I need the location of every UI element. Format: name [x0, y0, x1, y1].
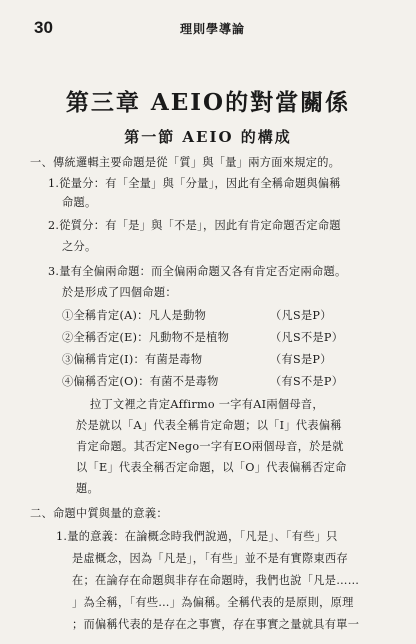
- page-header: [0, 18, 416, 40]
- proposition-a-form: （凡S是P）: [270, 309, 332, 322]
- proposition-o-form: （有S不是P）: [270, 375, 344, 388]
- proposition-e: ②全稱否定(E)：凡動物不是植物: [62, 331, 230, 344]
- proposition-i: ③偏稱肯定(I)：有菌是毒物: [62, 353, 203, 366]
- paragraph-2-heading: 二、命題中質與量的意義：: [30, 507, 168, 520]
- quantity-line-4: 」為全稱，「有些…」為偏稱。全稱代表的是原則，原理: [72, 596, 354, 609]
- item-3-line-1: 3.量有全偏兩命題：而全偏兩命題又各有肯定否定兩命題。: [48, 265, 347, 278]
- latin-paragraph-line-2: 於是就以「A」代表全稱肯定命題；以「I」代表偏稱: [76, 419, 342, 432]
- chapter-title: 第三章 AEIO的對當關係: [65, 89, 351, 116]
- running-title: 理則學導論: [180, 22, 246, 36]
- proposition-a: ①全稱肯定(A)：凡人是動物: [62, 309, 207, 322]
- item-3-line-2: 於是形成了四個命題：: [62, 286, 177, 299]
- latin-paragraph-line-5: 題。: [76, 482, 99, 495]
- proposition-e-form: （凡S不是P）: [270, 331, 344, 344]
- item-1-line-2: 命題。: [62, 196, 97, 209]
- item-1-line-1: 1.從量分：有「全量」與「分量」，因此有全稱命題與偏稱: [48, 177, 341, 190]
- quantity-line-5: ；而偏稱代表的是存在之事實，存在事實之量就具有單一: [72, 618, 360, 631]
- item-2-line-2: 之分。: [62, 240, 97, 253]
- quantity-line-2: 是虛概念，因為「凡是」，「有些」並不是有實際東西存: [72, 552, 348, 565]
- item-2-line-1: 2.從質分：有「是」與「不是」，因此有肯定命題否定命題: [48, 219, 341, 232]
- paragraph-1-heading: 一、傳統邏輯主要命題是從「質」與「量」兩方面來規定的。: [30, 156, 341, 169]
- latin-paragraph-line-3: 肯定命題。其否定Nego一字有EO兩個母音，於是就: [76, 440, 344, 453]
- quantity-line-3: 在；在論存在命題與非存在命題時，我們也說「凡是……: [72, 574, 360, 587]
- quantity-line-1: 1.量的意義：在論概念時我們說過，「凡是」、「有些」只: [56, 530, 338, 543]
- latin-paragraph-line-4: 以「E」代表全稱否定命題，以「O」代表偏稱否定命: [76, 461, 347, 474]
- proposition-o: ④偏稱否定(O)：有菌不是毒物: [62, 375, 219, 388]
- page-number: 30: [34, 18, 53, 37]
- latin-paragraph-line-1: 拉丁文裡之肯定Affirmo 一字有AI兩個母音，: [90, 398, 324, 411]
- proposition-i-form: （有S是P）: [270, 353, 332, 366]
- section-title: 第一節 AEIO 的構成: [124, 128, 292, 146]
